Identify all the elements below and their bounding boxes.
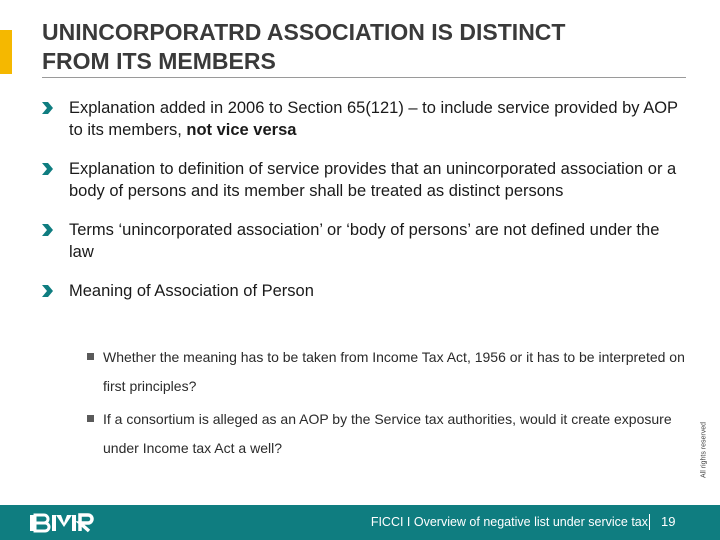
- sub-bullet-1-text: Whether the meaning has to be taken from Income Tax Act, 1956 or it has to be interpreted on first principles?: [103, 349, 685, 394]
- chevron-right-icon: [40, 284, 54, 298]
- bullet-item-1: [40, 97, 680, 141]
- footer-bar: [0, 505, 720, 540]
- title-divider: [42, 77, 686, 78]
- sub-bullet-2-text: If a consortium is alleged as an AOP by the Service tax authorities, would it create exposure under Income tax Act a well?: [103, 411, 672, 456]
- square-bullet-icon: [87, 415, 94, 422]
- bullet-list: [40, 97, 680, 319]
- bullet-3-text: Terms ‘unincorporated association’ or ‘body of persons’ are not defined under the law: [69, 221, 660, 261]
- rights-note-text: All rights reserved: [700, 421, 708, 479]
- sub-bullet-item-2: [87, 405, 687, 463]
- title-accent-bar: [0, 30, 12, 74]
- bullet-1-text: Explanation added in 2006 to Section 65(121) – to include service provided by AOP to its members,: [69, 99, 678, 139]
- chevron-right-icon: [40, 223, 54, 237]
- bullet-2-text: Explanation to definition of service provides that an unincorporated association or a body of persons and its member shall be treated as distinct persons: [69, 160, 677, 200]
- bullet-item-3: [40, 219, 680, 263]
- bullet-item-2: [40, 158, 680, 202]
- chevron-right-icon: [40, 101, 54, 115]
- chevron-right-icon: [40, 162, 54, 176]
- bmr-logo-icon: [30, 513, 94, 533]
- rights-note: [694, 400, 714, 500]
- footer-caption: FICCI I Overview of negative list under service tax: [370, 515, 648, 529]
- title-line-1: UNINCORPORATRD ASSOCIATION IS DISTINCT: [42, 19, 566, 45]
- bullet-item-4: [40, 280, 680, 302]
- sub-bullet-item-1: [87, 343, 687, 401]
- footer-separator: [649, 514, 650, 530]
- page-title: [42, 18, 682, 76]
- title-line-2: FROM ITS MEMBERS: [42, 48, 276, 74]
- page-number: 19: [661, 514, 676, 529]
- square-bullet-icon: [87, 353, 94, 360]
- bullet-4-text: Meaning of Association of Person: [69, 282, 314, 300]
- bullet-1-bold-text: not vice versa: [186, 121, 297, 139]
